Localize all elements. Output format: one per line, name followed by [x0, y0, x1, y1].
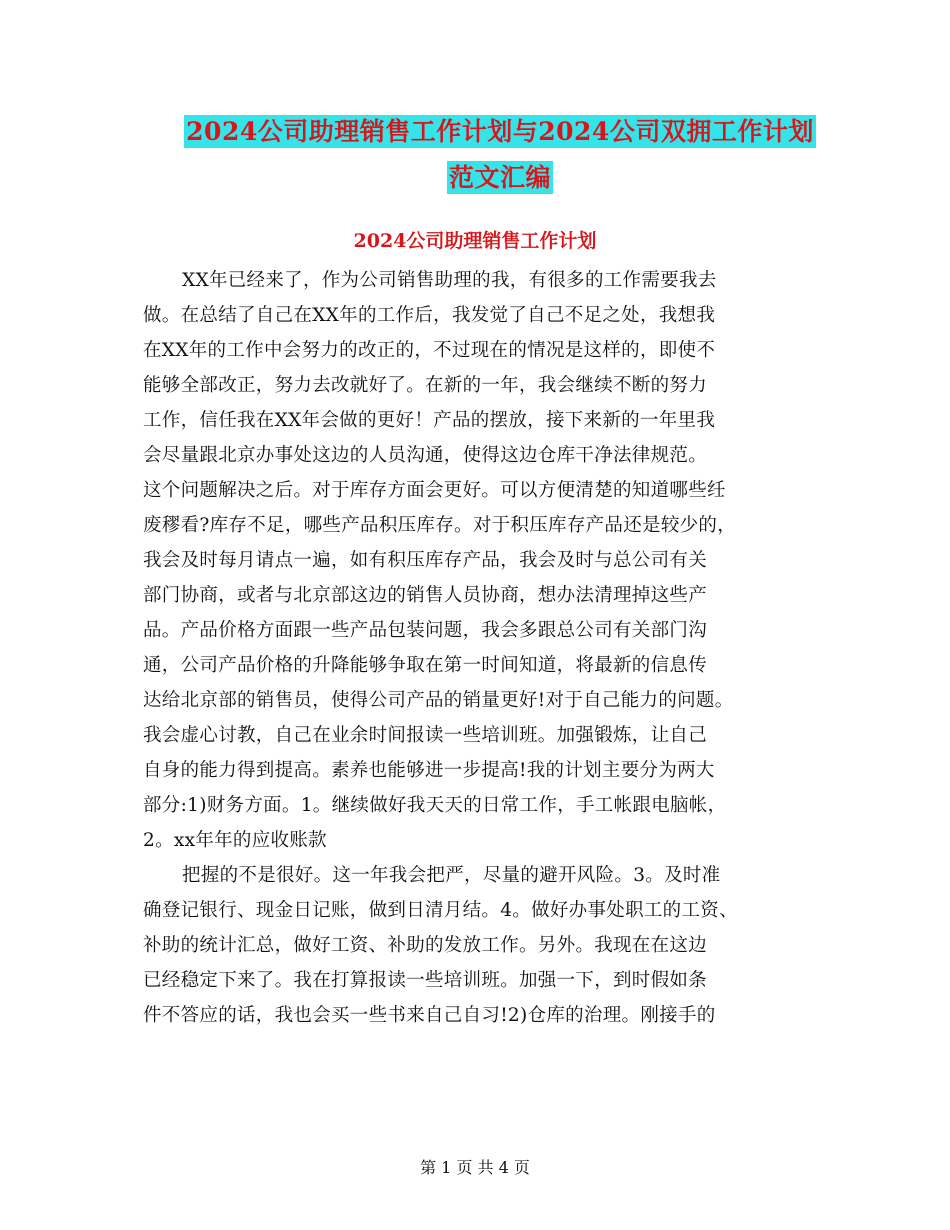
title-highlight-1: 2024公司助理销售工作计划与2024公司双拥工作计划 — [186, 117, 814, 146]
body-line: 自身的能力得到提高。素养也能够进一步提高!我的计划主要分为两大 — [143, 760, 715, 781]
body-line: 废穋看?库存不足，哪些产品积压库存。对于积压库存产品还是较少的， — [143, 515, 737, 536]
body-line: 我会虚心讨教，自己在业余时间报读一些培训班。加强锻炼，让自己 — [143, 725, 708, 746]
title-highlight-2: 范文汇编 — [448, 163, 551, 192]
body-line: 做。在总结了自己在XX年的工作后，我发觉了自己不足之处，我想我 — [143, 305, 716, 326]
body-line: 品。产品价格方面跟一些产品包装问题，我会多跟总公司有关部门沟 — [143, 620, 708, 641]
body-line: 部门协商，或者与北京部这边的销售人员协商，想办法清理掉这些产 — [143, 585, 708, 606]
body-line: 部分:1)财务方面。1。继续做好我天天的日常工作，手工帐跟电脑帐， — [143, 795, 727, 816]
body-line: 把握的不是很好。这一年我会把严，尽量的避开风险。3。及时准 — [182, 865, 721, 886]
body-line: 这个问题解决之后。对于库存方面会更好。可以方便清楚的知道哪些纴 — [143, 480, 726, 501]
body-line: 我会及时每月请点一遍，如有积压库存产品，我会及时与总公司有关 — [143, 550, 708, 571]
body-line: 通，公司产品价格的升降能够争取在第一时间知道，将最新的信息传 — [143, 655, 708, 676]
body-line: 已经稳定下来了。我在打算报读一些培训班。加强一下，到时假如条 — [143, 970, 708, 991]
body-line: 达给北京部的销售员，使得公司产品的销量更好!对于自己能力的问题。 — [143, 690, 734, 711]
body-line: 确登记银行、现金日记账，做到日清月结。4。做好办事处职工的工资、 — [143, 900, 738, 921]
page-footer: 第 1 页 共 4 页 — [420, 1158, 530, 1177]
body-line: 2。xx年年的应收账款 — [143, 830, 327, 851]
body-line: 补助的统计汇总，做好工资、补助的发放工作。另外。我现在在这边 — [143, 935, 708, 956]
section-title: 2024公司助理销售工作计划 — [353, 230, 597, 252]
body-line: 件不答应的话，我也会买一些书来自己自习!2)仓库的治理。刚接手的 — [143, 1005, 716, 1026]
document-title-line-1 — [150, 112, 850, 148]
body-line: 在XX年的工作中会努力的改正的，不过现在的情况是这样的，即使不 — [143, 340, 716, 361]
body-line: 会尽量跟北京办事处这边的人员沟通，使得这边仓库干净法律规范。 — [143, 445, 708, 466]
body-line: 能够全部改正，努力去改就好了。在新的一年，我会继续不断的努力 — [143, 375, 708, 396]
body-text — [143, 263, 823, 1033]
document-title-line-2 — [150, 158, 850, 194]
body-line: XX年已经来了，作为公司销售助理的我，有很多的工作需要我去 — [182, 270, 717, 291]
body-line: 工作，信任我在XX年会做的更好！产品的摆放，接下来新的一年里我 — [143, 410, 716, 431]
